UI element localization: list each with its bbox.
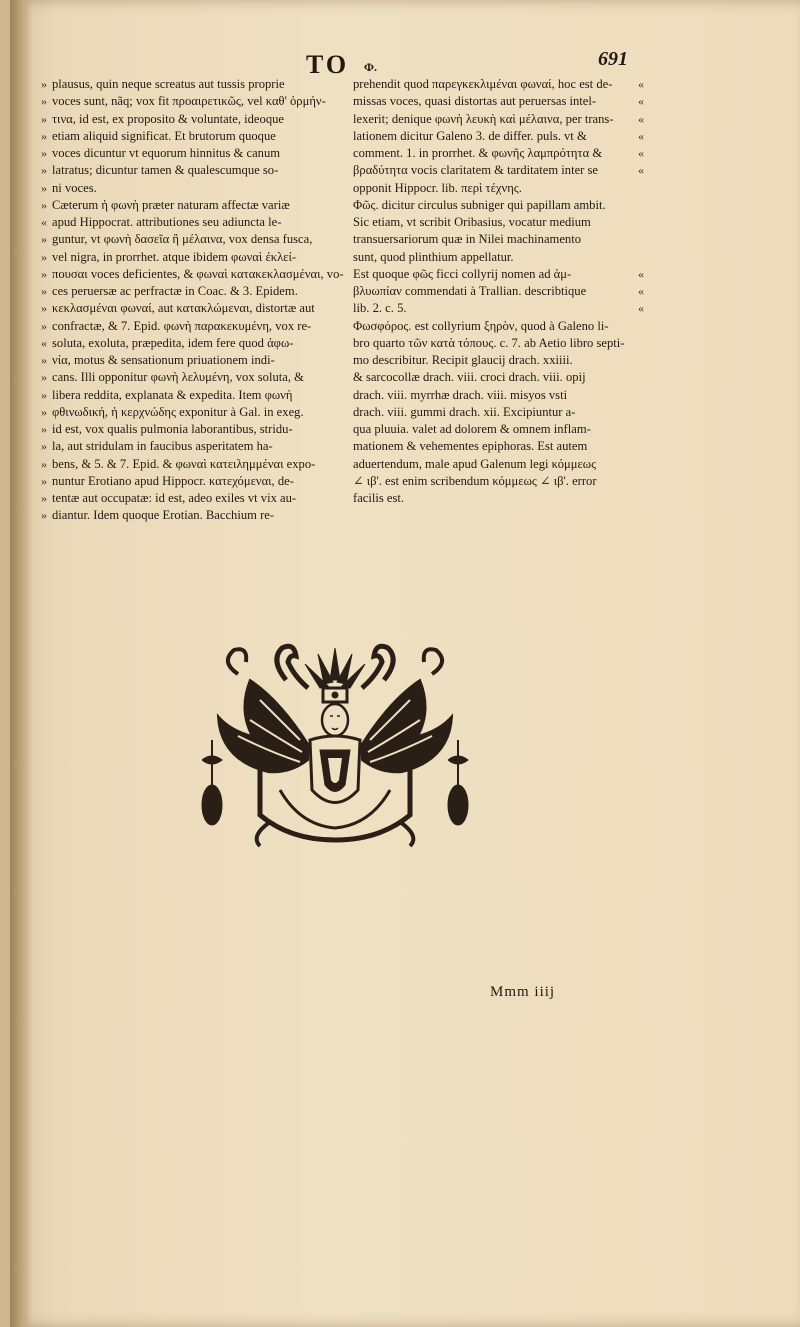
quotation-mark [634, 456, 648, 473]
quotation-mark [634, 249, 648, 266]
quotation-mark: « [638, 77, 644, 91]
quotation-mark [634, 404, 648, 421]
text-line: qua pluuia. valet ad dolorem & omnem inflam- [353, 422, 591, 436]
text-line: Sic etiam, vt scribit Oribasius, vocatur medium [353, 215, 591, 229]
text-line: facilis est. [353, 491, 405, 505]
text-line: transuersariorum quæ in Nilei machinamento [353, 232, 582, 247]
quotation-mark [634, 352, 648, 369]
quotation-mark: » [41, 232, 47, 247]
text-line: νία, motus & sensationum priuationem indi- [52, 353, 275, 367]
text-line: βλυωπίαν commendati à Trallian. describtique [353, 284, 587, 298]
text-line: ces peruersæ ac perfractæ in Coac. & 3. Epidem. [52, 284, 298, 298]
text-line: opponit Hippocr. lib. περὶ τέχνης. [353, 180, 522, 195]
text-line: lexerit; denique φωνὴ λευκὴ καὶ μέλαινα, per trans- [353, 111, 614, 126]
quotation-mark: » [41, 318, 47, 333]
text-line: guntur, vt φωνὴ δασεῖα ἢ μέλαινα, vox densa fusca, [52, 232, 313, 247]
text-line: Φῶς. dicitur circulus subniger qui papillam ambit. [353, 197, 606, 212]
text-line: drach. viii. myrrhæ drach. viii. misyos vsti [353, 387, 568, 402]
quotation-mark [634, 438, 648, 455]
text-line: voces dicuntur vt equorum hinnitus & canum [52, 146, 281, 160]
quotation-mark: » [41, 77, 47, 91]
left-text-column [52, 76, 344, 525]
quotation-mark [634, 180, 648, 197]
text-line: Φωσφόρος. est collyrium ξηρὸν, quod à Galeno li- [353, 318, 609, 333]
quotation-mark: » [41, 508, 47, 523]
quotation-mark [634, 473, 648, 490]
quotation-mark: » [41, 180, 47, 195]
text-line: τινα, id est, ex proposito & voluntate, ideoque [52, 111, 285, 126]
text-line: voces sunt, nãq; vox fit προαιρετικῶς, vel καθ' ὁρμήν- [52, 94, 326, 109]
quotation-mark [634, 231, 648, 248]
text-line: drach. viii. gummi drach. xii. Excipiuntur a- [353, 404, 576, 419]
right-margin-quote-marks [634, 76, 648, 507]
quotation-mark: « [41, 335, 47, 350]
quotation-mark: « [41, 215, 47, 229]
text-line: cans. Illi opponitur φωνὴ λελυμένη, vox soluta, & [52, 370, 304, 385]
quotation-mark: » [41, 163, 47, 178]
quotation-mark [634, 387, 648, 404]
text-line: soluta, exoluta, præpedita, idem fere quod ἀφω- [52, 335, 294, 350]
quotation-mark [634, 197, 648, 214]
text-line: tentæ aut occupatæ: id est, adeo exiles vt vix au- [52, 491, 297, 505]
text-line: nuntur Erotiano apud Hippocr. κατεχόμεναι, de- [52, 473, 294, 488]
quotation-mark: « [638, 146, 644, 160]
text-line: κεκλασμέναι φωναί, aut κατακλώμεναι, distortæ aut [52, 301, 315, 316]
running-head: TO [306, 50, 350, 79]
text-line: apud Hippocrat. attributiones seu adiuncta le- [52, 215, 282, 229]
text-line: prehendit quod παρεγκεκλιμέναι φωναί, hoc est de- [353, 77, 613, 91]
quotation-mark: » [41, 128, 47, 143]
quotation-mark: » [41, 353, 47, 367]
quotation-mark: » [41, 94, 47, 109]
left-margin-quote-marks [37, 76, 51, 525]
quotation-mark: » [41, 370, 47, 385]
quotation-mark: « [638, 266, 644, 281]
quotation-mark: » [41, 387, 47, 402]
text-line: latratus; dicuntur tamen & qualescumque so- [52, 163, 279, 178]
text-line: vel nigra, in prorrhet. atque ibidem φωναὶ ἐκλεί- [52, 249, 297, 264]
text-line: φθινωδική, ἡ κερχνώδης exponitur à Gal. in exeg. [52, 404, 304, 419]
text-line: bens, & 5. & 7. Epid. & φωναὶ κατειλημμέναι expo- [52, 456, 316, 471]
text-line: lib. 2. c. 5. [353, 301, 407, 316]
quotation-mark: » [41, 301, 47, 316]
quotation-mark: » [41, 197, 47, 212]
text-line: & sarcocollæ drach. viii. croci drach. viii. opij [353, 370, 586, 385]
text-line: comment. 1. in prorrhet. & φωνῆς λαμπρότητα & [353, 146, 603, 160]
quotation-mark: » [41, 146, 47, 160]
text-line: mo describitur. Recipit glaucij drach. xxiiii. [353, 353, 573, 367]
quotation-mark: » [41, 266, 47, 281]
quotation-mark: » [41, 249, 47, 264]
quotation-mark [634, 369, 648, 386]
quotation-mark: « [638, 111, 644, 126]
text-line: etiam aliquid significat. Et brutorum quoque [52, 128, 276, 143]
text-line: plausus, quin neque screatus aut tussis proprie [52, 77, 285, 91]
text-line: Cæterum ἡ φωνὴ præter naturam affectæ variæ [52, 197, 290, 212]
quotation-mark: » [41, 111, 47, 126]
text-line: id est, vox qualis pulmonia laborantibus, stridu- [52, 422, 293, 436]
quotation-mark [634, 490, 648, 507]
quotation-mark: » [41, 404, 47, 419]
running-head-sub: Φ. [364, 60, 377, 74]
quotation-mark [634, 318, 648, 335]
quotation-mark: « [638, 128, 644, 143]
text-line: libera reddita, explanata & expedita. Item φωνὴ [52, 387, 293, 402]
text-line: ni voces. [52, 180, 97, 195]
text-line: la, aut stridulam in faucibus asperitatem ha- [52, 439, 273, 454]
text-line: missas voces, quasi distortas aut peruersas intel- [353, 94, 597, 109]
page-gutter [10, 0, 32, 1327]
woodcut-ornament [190, 640, 480, 850]
quotation-mark: » [41, 284, 47, 298]
quotation-mark: » [41, 439, 47, 454]
text-line: mationem & vehementes epiphoras. Est autem [353, 439, 588, 454]
text-line: bro quarto τῶν κατὰ τόπους. c. 7. ab Aetio libro septi- [353, 335, 625, 350]
text-line: aduertendum, male apud Galenum legi κόμμεως [353, 456, 597, 471]
quotation-mark: » [41, 456, 47, 471]
quotation-mark [634, 421, 648, 438]
text-line: sunt, quod plinthium appellatur. [353, 249, 514, 264]
text-line: lationem dicitur Galeno 3. de differ. puls. vt & [353, 128, 587, 143]
quotation-mark: » [41, 422, 47, 436]
text-line: πουσαι voces deficientes, & φωναὶ κατακεκλασμέναι, vo- [52, 266, 344, 281]
quotation-mark: « [638, 163, 644, 178]
text-line: Est quoque φῶς ficci collyrij nomen ad ἀμ- [353, 266, 572, 281]
quotation-mark: « [638, 301, 644, 316]
quotation-mark [634, 214, 648, 231]
right-text-column [353, 76, 631, 507]
feather-crown-icon [305, 648, 365, 688]
quotation-mark: » [41, 491, 47, 505]
quotation-mark: « [638, 284, 644, 298]
text-line: diantur. Idem quoque Erotian. Bacchium re- [52, 508, 275, 523]
folio-number: 691 [598, 48, 628, 70]
text-line: confractæ, & 7. Epid. φωνὴ παρακεκυμένη, vox re- [52, 318, 312, 333]
quotation-mark: » [41, 473, 47, 488]
text-line: βραδύτητα vocis claritatem & tarditatem inter se [353, 163, 599, 178]
signature-mark: Mmm iiij [490, 984, 556, 1000]
quotation-mark [634, 335, 648, 352]
quotation-mark: « [638, 94, 644, 109]
text-line: ∠ ιβ'. est enim scribendum κόμμεως ∠ ιβ'. error [353, 473, 597, 488]
